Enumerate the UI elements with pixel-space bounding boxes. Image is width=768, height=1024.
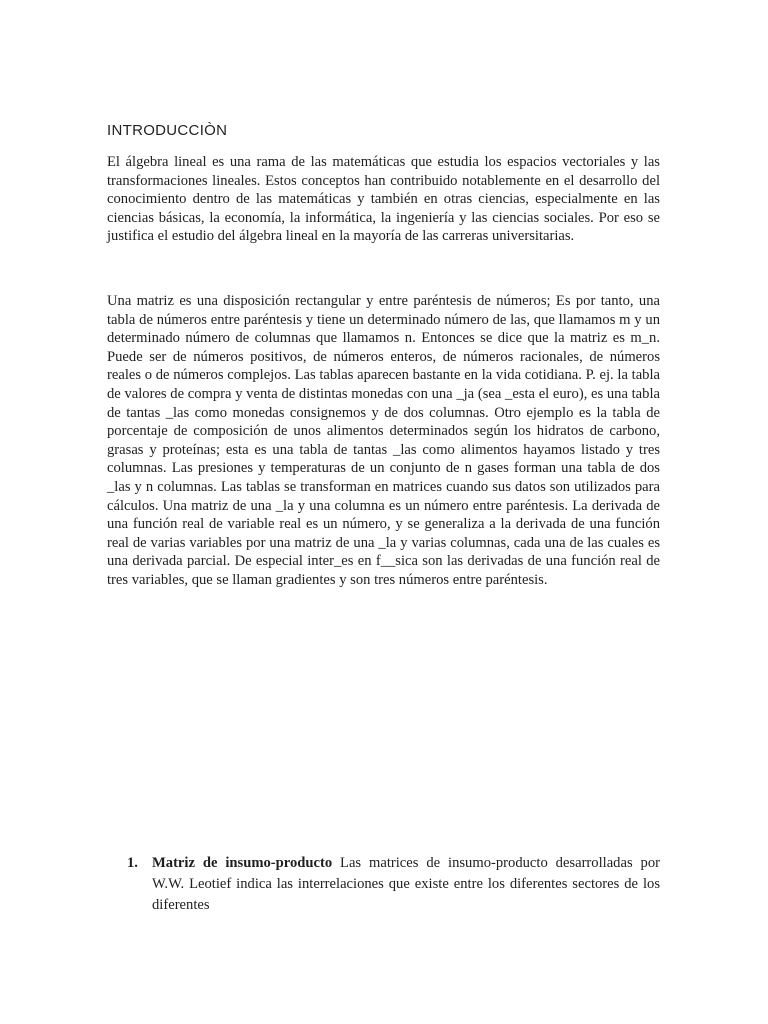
list-item-text: Las matrices de insumo-producto desarrolladas por W.W. Leotief indica las interrelaciones que existe entre los diferentes sectores de los diferentes xyxy=(152,855,660,913)
section-heading: INTRODUCCIÒN xyxy=(107,122,228,139)
list-item xyxy=(107,853,660,916)
list-number: 1. xyxy=(127,855,138,871)
numbered-list xyxy=(107,853,660,916)
intro-paragraph: El álgebra lineal es una rama de las matemáticas que estudia los espacios vectoriales y las transformaciones lineales. Estos conceptos han contribuido notablemente en el desarrollo del conocimiento dentro de las matemáticas y también en otras ciencias, especialmente en las ciencias básicas, la economía, la informática, la ingeniería y las ciencias sociales. Por eso se justifica el estudio del álgebra lineal en la mayoría de las carreras universitarias. xyxy=(107,154,660,245)
matrix-paragraph: Una matriz es una disposición rectangular y entre paréntesis de números; Es por tanto, una tabla de números entre paréntesis y tiene un determinado número de las, que llamamos m y un determinado número de columnas que llamamos n. Entonces se dice que la matriz es m_n. Puede ser de números positivos, de números enteros, de números racionales, de números reales o de números complejos. Las tablas aparecen bastante en la vida cotidiana. P. ej. la tabla de valores de compra y venta de distintas monedas con una _ja (sea _esta el euro), es una tabla de tantas _las como monedas consignemos y de dos columnas. Otro ejemplo es la tabla de porcentaje de composición de unos alimentos determinados según los hidratos de carbono, grasas y proteínas; esta es una tabla de tantas _las como alimentos hayamos listado y tres columnas. Las presiones y temperaturas de un conjunto de n gases forman una tabla de dos _las y n columnas. Las tablas se transforman en matrices cuando sus datos son utilizados para cálculos. Una matriz de una _la y una columna es un número entre paréntesis. La derivada de una función real de variable real es un número, y se generaliza a la derivada de una función real de varias variables por una matriz de una _la y varias columnas, cada una de las cuales es una derivada parcial. De especial inter_es en f__sica son las derivadas de una función real de tres variables, que se llaman gradientes y son tres números entre paréntesis. xyxy=(107,293,660,588)
list-item-title: Matriz de insumo-producto xyxy=(152,855,333,871)
